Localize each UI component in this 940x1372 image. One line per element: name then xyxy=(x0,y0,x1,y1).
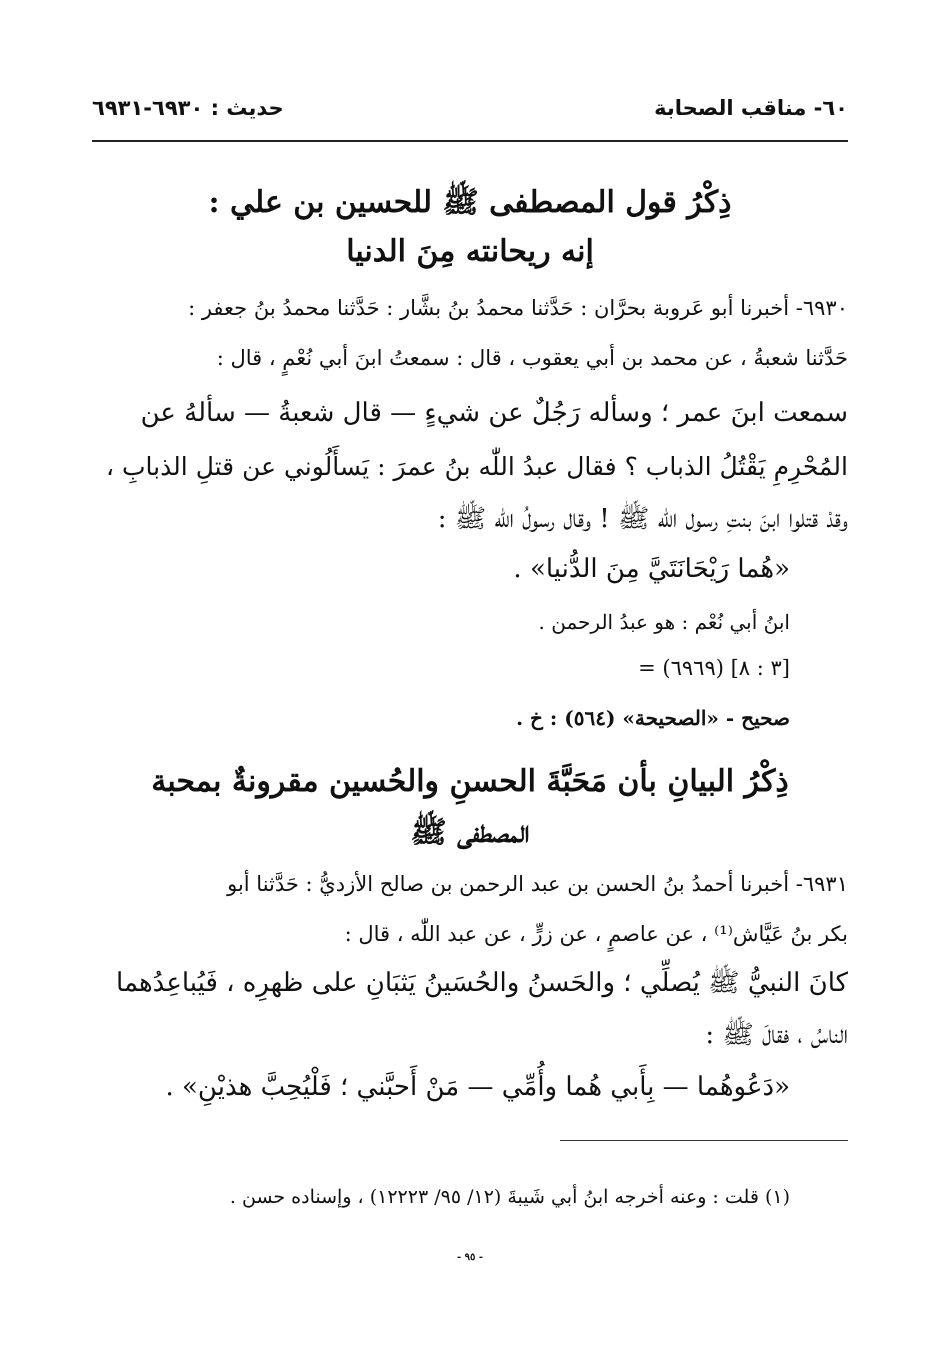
hadith-6930-matn-line-3: وقدْ قتلوا ابنَ بنتِ رسول اللّٰه ﷺ ! وقال رسولُ اللّٰه ﷺ : xyxy=(437,504,848,534)
section-title-2-line-2: المصطفى ﷺ xyxy=(410,815,530,850)
section-title-2-line-1: ذِكْرُ البيانِ بأن مَحَبَّةَ الحسنِ والحُسين مقرونةٌ بمحبة xyxy=(151,764,789,799)
hadith-6930-matn-line-2: المُحْرِمِ يَقْتُلُ الذباب ؟ فقال عبدُ اللّٰه بنُ عمرَ : يَسأَلُوني عن قتلِ الذبابِ ، xyxy=(105,452,848,481)
hadith-6930-note: ابنُ أبي نُعْم : هو عبدُ الرحمن . xyxy=(538,610,790,634)
hadith-6930-cross-reference: = (٦٩٦٩) [٣ : ٨] xyxy=(638,656,790,680)
section-title-1-line-1: ذِكْرُ قول المصطفى ﷺ للحسين بن علي : xyxy=(208,185,732,220)
footnote-rule xyxy=(560,1140,848,1141)
hadith-6930-quote: «هُما رَيْحَانَتَيَّ مِنَ الدُّنيا» . xyxy=(513,554,790,584)
hadith-6930-matn-line-1: سمعت ابنَ عمر ؛ وسأله رَجُلٌ عن شيءٍ — قال شعبةُ — سألهُ عن xyxy=(140,398,848,428)
header-rule xyxy=(92,140,848,142)
section-title-1-line-2: إنه ريحانته مِنَ الدنيا xyxy=(346,234,594,269)
hadith-6931-isnad-line-1: ٦٩٣١- أخبرنا أحمدُ بنُ الحسن بن عبد الرحمن بن صالح الأزديُّ : حَدَّثنا أبو xyxy=(227,872,848,896)
page-number: - ٩٥ - xyxy=(456,1252,484,1263)
hadith-6931-isnad-line-2: بكر بنُ عَيَّاش⁽¹⁾ ، عن عاصمٍ ، عن زرٍّ ، عن عبد اللّٰه ، قال : xyxy=(344,922,848,946)
hadith-6931-quote: «دَعُوهُما — بِأَبي هُما وأُمِّي — مَنْ أَحبَّني ؛ فَلْيُحِبَّ هذيْنِ» . xyxy=(165,1072,790,1102)
hadith-6931-matn-line-1: كانَ النبيُّ ﷺ يُصلِّي ؛ والحَسنُ والحُسَينُ يَثبَانِ على ظهرِه ، فَيُباعِدُهما xyxy=(116,968,848,998)
running-header-chapter: ٦٠- مناقب الصحابة xyxy=(654,96,848,120)
hadith-6931-matn-line-2: الناسُ ، فقالَ ﷺ : xyxy=(705,1020,848,1050)
hadith-6930-grading: صحيح - «الصحيحة» (٥٦٤) : خ . xyxy=(516,706,790,730)
hadith-6930-isnad-line-1: ٦٩٣٠- أخبرنا أبو عَروبة بحرَّان : حَدَّثنا محمدُ بنُ بشَّار : حَدَّثنا محمدُ بنُ جعفر : xyxy=(188,296,848,320)
hadith-6930-isnad-line-2: حَدَّثنا شعبةُ ، عن محمد بن أبي يعقوب ، قال : سمعتُ ابنَ أبي نُعْمٍ ، قال : xyxy=(216,346,848,370)
running-header-hadith-range: حديث : ٦٩٣٠-٦٩٣١ xyxy=(92,96,284,120)
footnote: (١) قلت : وعنه أخرجه ابنُ أبي شَيبةَ (١٢/ ٩٥/ ١٢٢٢٣) ، وإسناده حسن . xyxy=(229,1186,790,1208)
